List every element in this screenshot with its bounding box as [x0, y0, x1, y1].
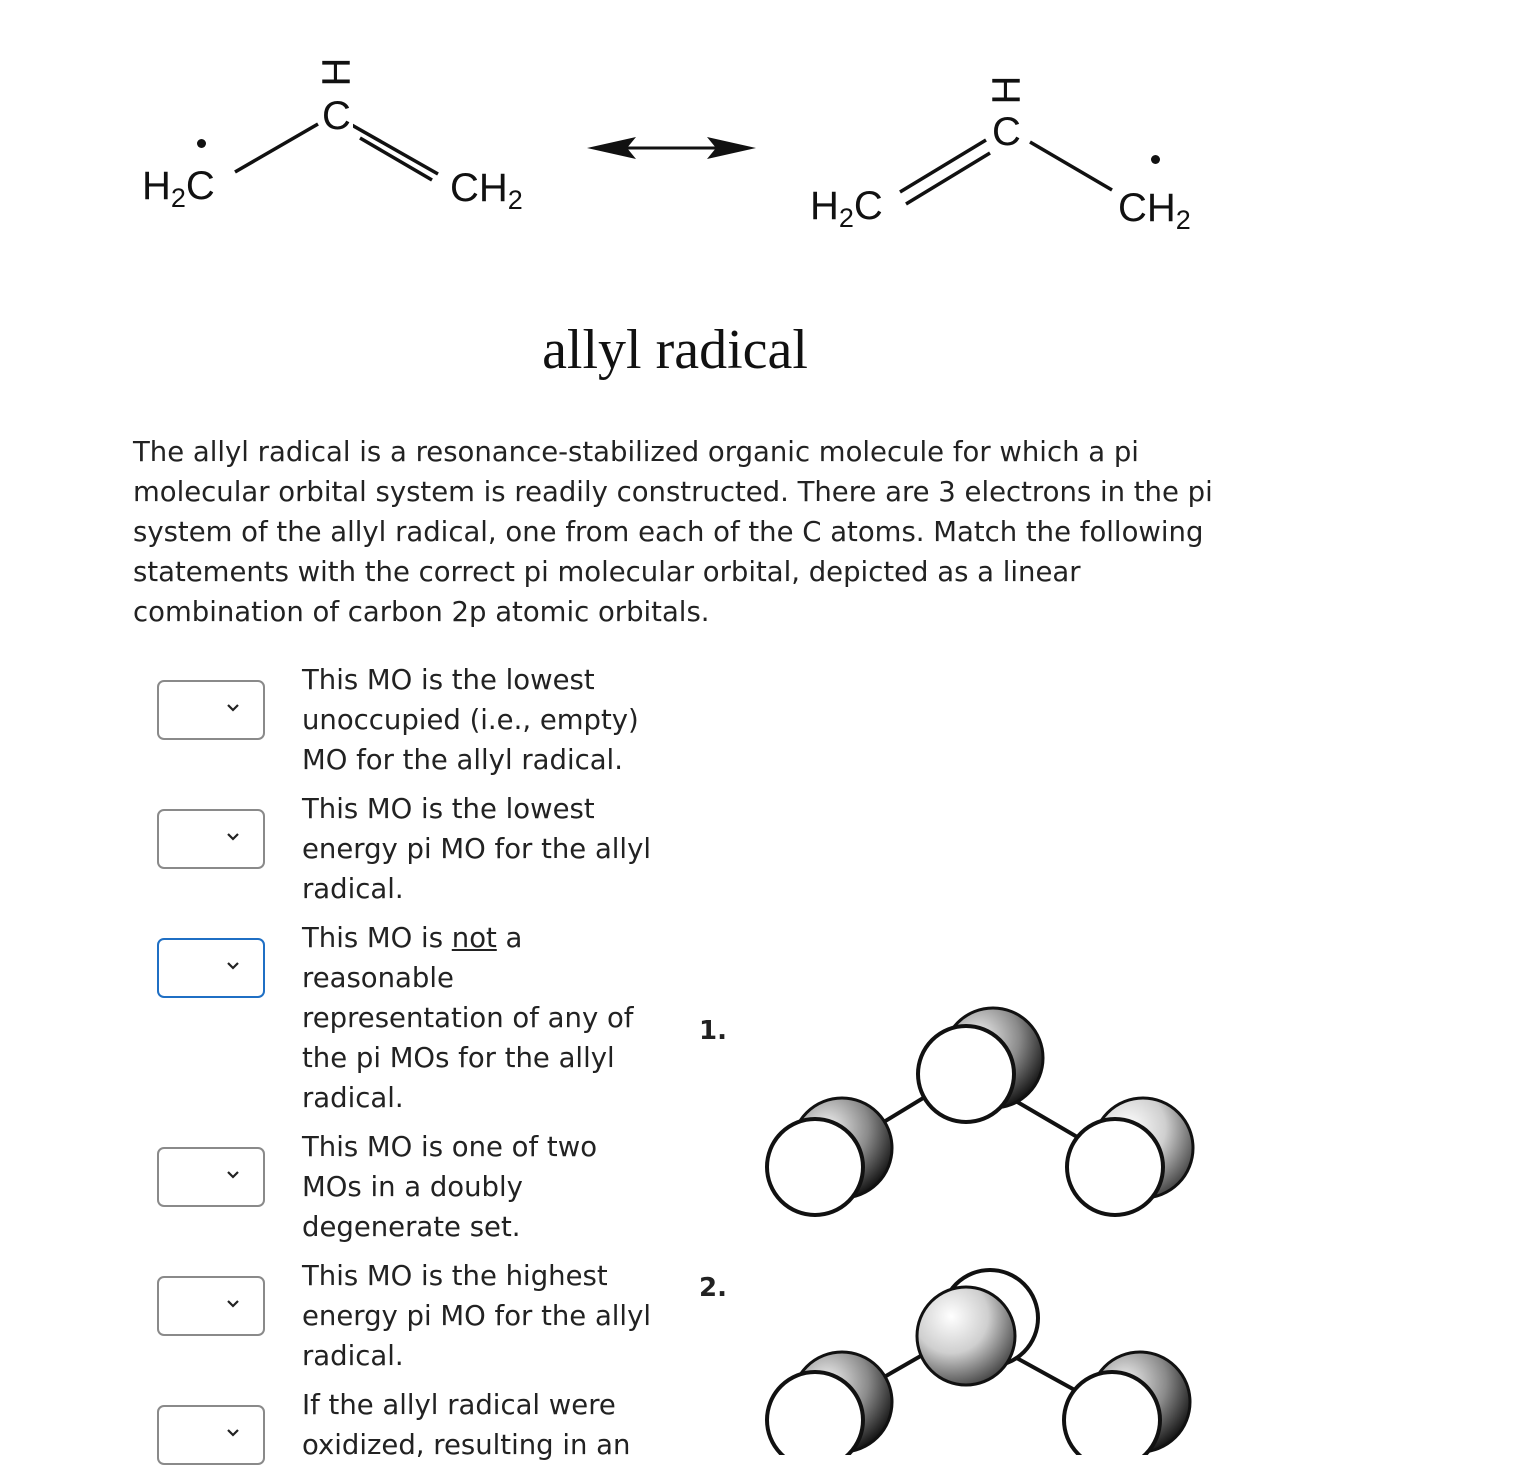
emphasis-not: not: [451, 922, 497, 954]
statement-text: This MO is the highest energy pi MO for the allyl radical.: [302, 1260, 651, 1372]
statement-text: If the allyl radical were oxidized, resulting in an: [302, 1389, 631, 1461]
mo-diagram-2[interactable]: [767, 1270, 1190, 1455]
atom-ch2: $CH_2$: [1118, 186, 1191, 235]
statement-text: This MO is the lowest energy pi MO for the allyl radical.: [302, 793, 651, 905]
lobe-front: [918, 1026, 1014, 1122]
question-intro: The allyl radical is a resonance-stabilized organic molecule for which a pi molecular orbital system is readily constructed. There are 3 electrons in the pi system of the allyl radical, one from each of the C atoms. Match the following statements with the correct pi molecular orbital, depicted as a linear combination of carbon 2p atomic orbitals.: [133, 436, 1213, 628]
atom-ch-c: C: [992, 110, 1021, 154]
atom-ch-c: C: [322, 94, 351, 138]
atom-h2c: $H_2C$: [810, 184, 883, 233]
structure-title: allyl radical: [542, 319, 808, 381]
atom-h2c: $H_2C$: [142, 164, 215, 213]
lobe-front: [767, 1372, 863, 1455]
lobe-front: [767, 1119, 863, 1215]
mo-diagram-1[interactable]: [767, 1008, 1193, 1215]
option-label-1: 1.: [699, 1016, 727, 1046]
statement-text: This MO is one of two MOs in a doubly degenerate set.: [302, 1131, 598, 1243]
lobe-front: [1067, 1119, 1163, 1215]
statement-text: This MO is not a reasonable representation of any of the pi MOs for the allyl radical.: [302, 922, 634, 1114]
atom-ch2: $CH_2$: [450, 166, 523, 215]
atom-ch-h: H: [314, 57, 359, 87]
statement-text: This MO is the lowest unoccupied (i.e., empty) MO for the allyl radical.: [302, 664, 639, 776]
lobe-front: [1064, 1372, 1160, 1455]
lobe-front: [917, 1287, 1015, 1385]
atom-ch-h: H: [984, 75, 1029, 105]
option-label-2: 2.: [699, 1273, 727, 1303]
